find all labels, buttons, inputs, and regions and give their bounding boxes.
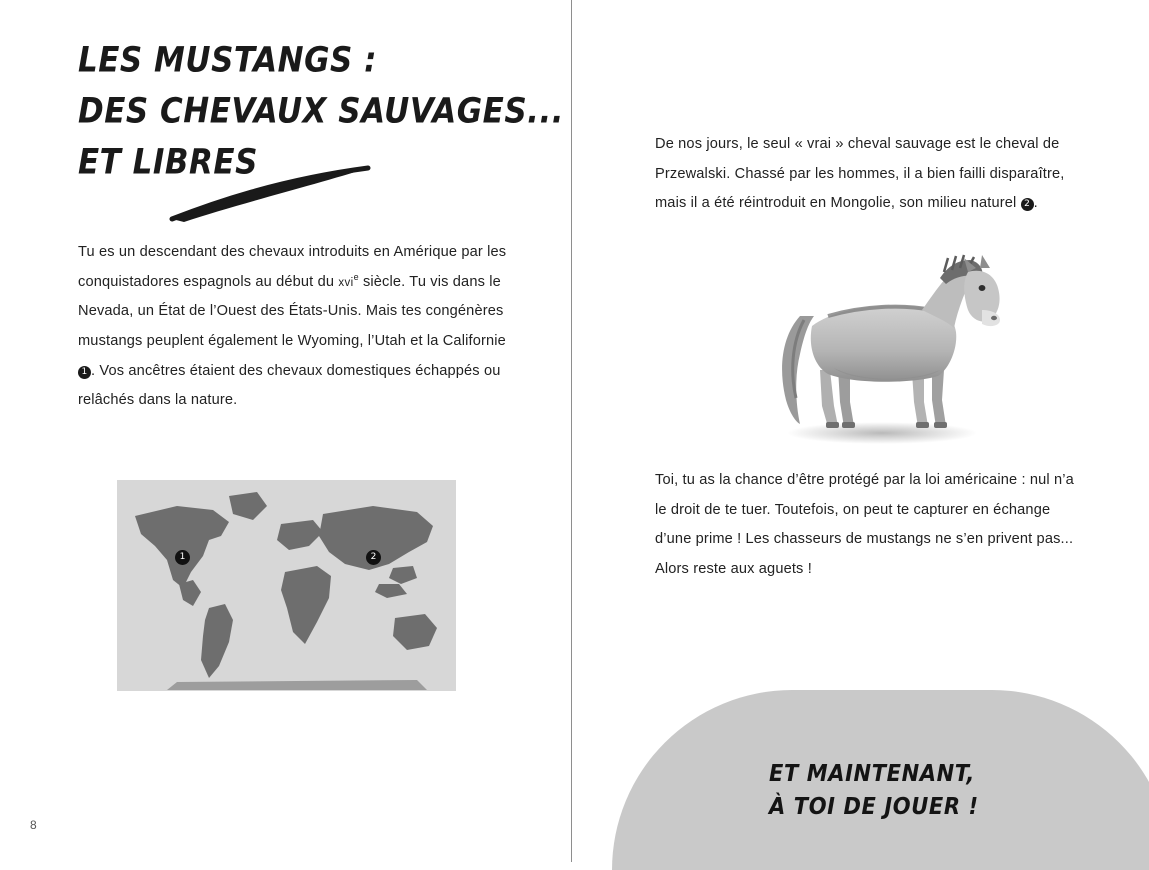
left-page bbox=[0, 0, 571, 862]
body-text-part-3: . Vos ancêtres étaient des chevaux domestiques échappés ou relâchés dans la nature. bbox=[78, 362, 501, 409]
century-small-caps: xvi bbox=[338, 276, 354, 289]
right-text-1-part-2: . bbox=[1033, 195, 1038, 212]
cta-line-2: À TOI DE JOUER ! bbox=[769, 793, 979, 821]
call-to-action bbox=[769, 757, 1099, 824]
title-line-3: ET LIBRES bbox=[78, 141, 258, 183]
title-underline-swoosh bbox=[168, 162, 378, 224]
title-line-2: DES CHEVAUX SAUVAGES... bbox=[78, 91, 565, 132]
century-exponent: e bbox=[353, 271, 359, 282]
cta-line-1: ET MAINTENANT, bbox=[769, 760, 975, 787]
reference-marker-1: 1 bbox=[78, 366, 91, 379]
title-line-1: LES MUSTANGS : bbox=[78, 40, 378, 81]
world-map-shapes bbox=[117, 480, 456, 691]
page-number: 8 bbox=[30, 818, 37, 832]
body-text-part-1: Tu es un descendant des chevaux introduits en Amérique par les conquistadores espagnols au début du bbox=[78, 244, 507, 290]
world-map bbox=[117, 480, 456, 691]
body-text-part-2: siècle. Tu vis dans le Nevada, un État de l’Ouest des États-Unis. Mais tes congénères mustangs peuplent également le Wyoming, l’Utah et la Californie bbox=[78, 273, 506, 349]
right-text-1-part-1: De nos jours, le seul « vrai » cheval sauvage est le cheval de Przewalski. Chassé par les hommes, il a bien failli disparaître, mais il a été réintroduit en Mongolie, son milieu naturel bbox=[655, 136, 1065, 212]
reference-marker-2: 2 bbox=[1021, 198, 1034, 211]
right-page bbox=[572, 0, 1149, 862]
przewalski-horse-illustration bbox=[742, 250, 1012, 455]
right-body-text-1 bbox=[655, 130, 1080, 219]
map-pin-1: 1 bbox=[175, 550, 190, 565]
left-body-text bbox=[78, 238, 508, 416]
map-pin-2: 2 bbox=[366, 550, 381, 565]
right-body-text-2: Toi, tu as la chance d’être protégé par la loi américaine : nul n’a le droit de te tuer. Toutefois, on peut te capturer en échange d’une prime ! Les chasseurs de mustangs ne s’en privent pas... Alors reste aux aguets ! bbox=[655, 472, 1074, 577]
